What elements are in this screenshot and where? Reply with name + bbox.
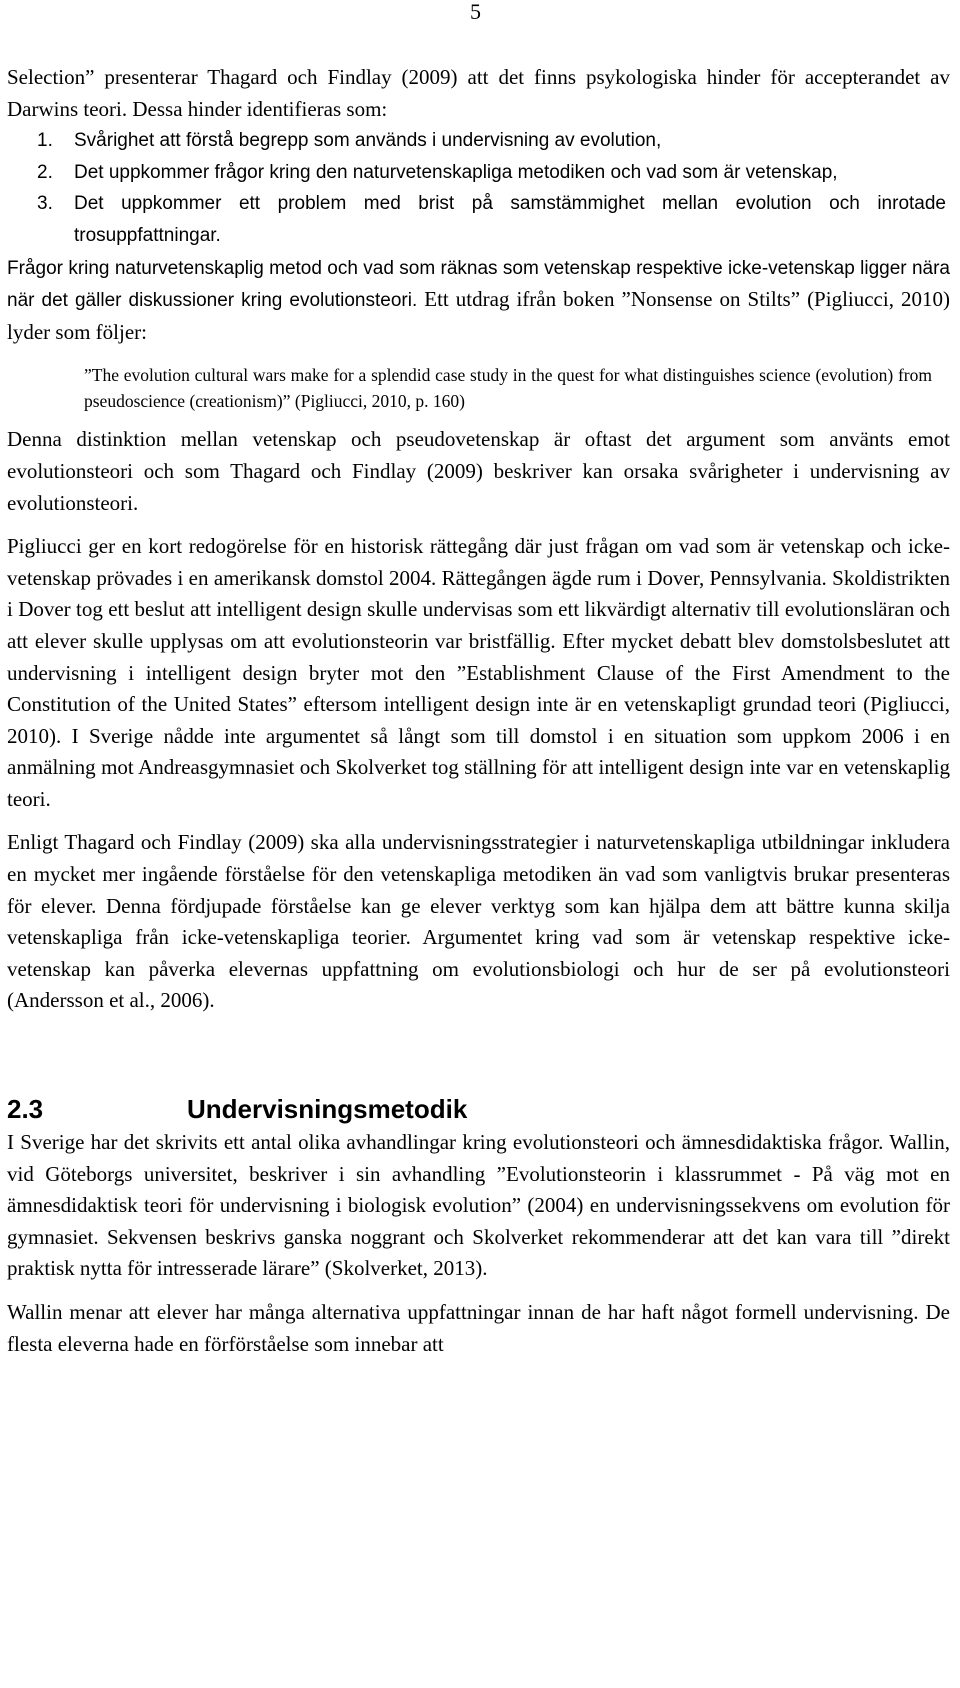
questions-text-serif: Ett utdrag ifrån boken ”Nonsense on Stilts” (Pigliucci, 2010) lyder som följer: [7,287,950,344]
list-item-text: Det uppkommer frågor kring den naturvetenskapliga metodiken och vad som är vetenskap, [74,161,838,183]
questions-text-sans: Frågor kring naturvetenskaplig metod och vad som räknas som vetenskap respektive icke-vetenskap ligger nära när det gäller diskussioner kring evolutionsteori. [7,257,950,312]
page-number: 5 [470,0,481,24]
document-body [7,62,950,1360]
intro-paragraph: Selection” presenterar Thagard och Findlay (2009) att det finns psykologiska hinder för accepterandet av Darwins teori. Dessa hinder identifieras som: [7,65,950,121]
body-paragraph: Enligt Thagard och Findlay (2009) ska alla undervisningsstrategier i naturvetenskapliga utbildningar inkludera en mycket mer ingående förståelse för den vetenskapliga metodiken än vad som vanligtvis brukar presenteras för elever. Denna fördjupade förståelse kan ge elever verktyg som kan hjälpa dem att bättre kunna skilja vetenskapliga från icke-vetenskapliga teorier. Argumentet kring vad som är vetenskap respektive icke-vetenskap kan påverka elevernas uppfattning om evolutionsbiologi och hur de ser på evolutionsteori (Andersson et al., 2006). [7,830,950,1013]
block-quote: ”The evolution cultural wars make for a splendid case study in the quest for what distinguishes science (evolution) from pseudoscience (creationism)” (Pigliucci, 2010, p. 160) [84,365,932,412]
section-number: 2.3 [7,1094,44,1125]
list-item [7,125,950,157]
body-paragraph: Pigliucci ger en kort redogörelse för en historisk rättegång där just frågan om vad som är vetenskap och icke-vetenskap prövades i en amerikansk domstol 2004. Rättegången ägde rum i Dover, Pennsylvania. Skoldistrikten i Dover tog ett beslut att intelligent design skulle undervisas som ett likvärdigt alternativ till evolutionsläran och att elever skulle upplysas om att evolutionsteorin var bristfällig. Efter mycket debatt blev domstolsbeslutet att undervisning i intelligent design bryter mot den ”Establishment Clause of the First Amendment to the Constitution of the United States” eftersom intelligent design inte är en vetenskapligt grundad teori (Pigliucci, 2010). I Sverige nådde inte argumentet så långt som till domstol i en situation som uppkom 2006 i en anmälning mot Andreasgymnasiet och Skolverket tog ställning för att intelligent design inte var en vetenskaplig teori. [7,534,950,811]
body-paragraph: I Sverige har det skrivits ett antal olika avhandlingar kring evolutionsteori och ämnesdidaktiska frågor. Wallin, vid Göteborgs universitet, beskriver i sin avhandling ”Evolutionsteorin i klassrummet - På väg mot en ämnesdidaktisk teori för undervisning i biologisk evolution” (2004) en undervisningssekvens om evolution för gymnasiet. Sekvensen beskrivs ganska noggrant och Skolverket rekommenderar att det kan vara till ”direkt praktisk nytta för intresserade lärare” (Skolverket, 2013). [7,1130,950,1281]
body-paragraph: Wallin menar att elever har många alternativa uppfattningar innan de har haft något formell undervisning. De flesta eleverna hade en förförståelse som innebar att [7,1300,950,1356]
list-item-number: 1. [37,130,53,152]
list-item [7,188,950,251]
questions-paragraph [7,252,950,349]
list-item-text: Svårighet att förstå begrepp som används i undervisning av evolution, [74,130,662,152]
hinder-list [7,125,950,251]
list-item-text: Det uppkommer ett problem med brist på samstämmighet mellan evolution och inrotade trosuppfattningar. [74,193,946,246]
list-item [7,157,950,189]
section-title: Undervisningsmetodik [187,1094,468,1125]
list-item-number: 3. [37,193,53,215]
body-paragraph: Denna distinktion mellan vetenskap och pseudovetenskap är oftast det argument som använts emot evolutionsteori och som Thagard och Findlay (2009) beskriver kan orsaka svårigheter i undervisning av evolutionsteori. [7,427,950,515]
list-item-number: 2. [37,161,53,183]
section-heading [7,1091,950,1127]
